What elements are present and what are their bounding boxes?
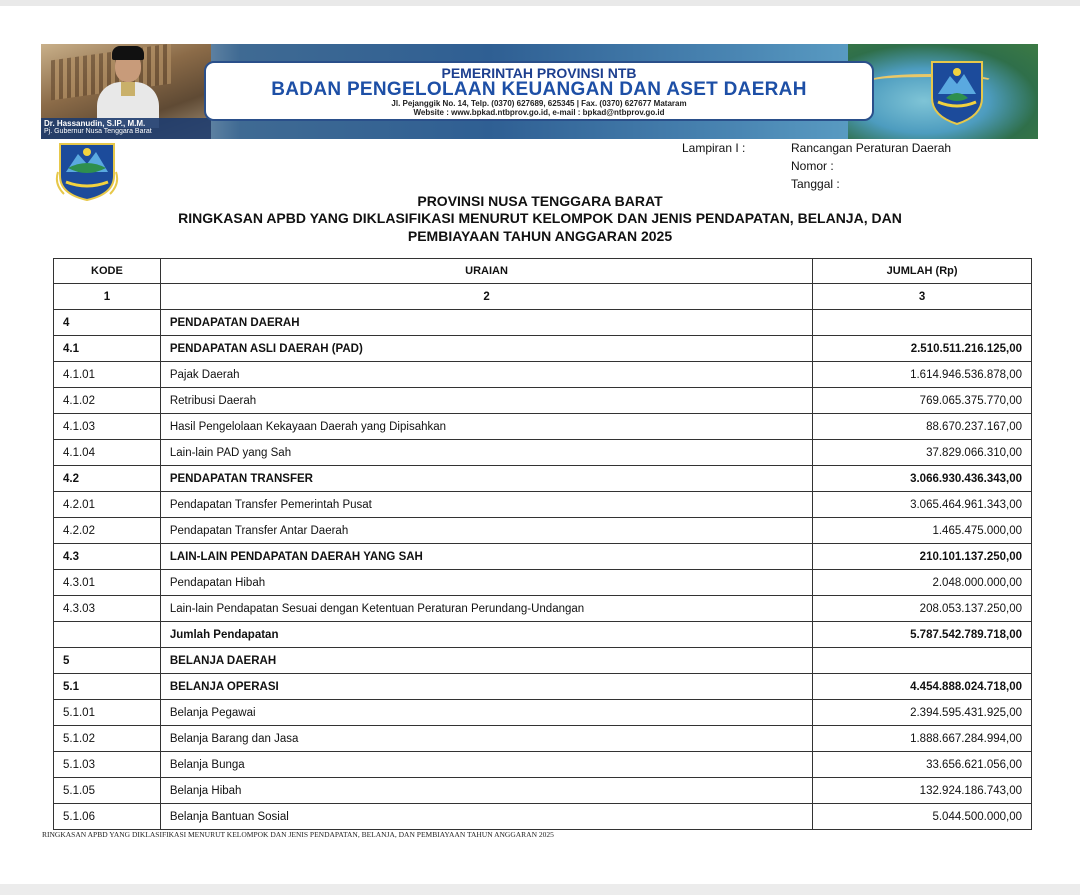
header-jumlah: JUMLAH (Rp) — [813, 259, 1032, 284]
uraian-cell: BELANJA DAERAH — [160, 648, 812, 674]
uraian-cell: Lain-lain PAD yang Sah — [160, 440, 812, 466]
table-row — [54, 440, 1032, 466]
uraian-cell: BELANJA OPERASI — [160, 674, 812, 700]
uraian-cell: Pendapatan Hibah — [160, 570, 812, 596]
header-uraian: URAIAN — [160, 259, 812, 284]
uraian-cell: Belanja Pegawai — [160, 700, 812, 726]
footer-note: RINGKASAN APBD YANG DIKLASIFIKASI MENURUT KELOMPOK DAN JENIS PENDAPATAN, BELANJA, DAN PEMBIAYAAN TAHUN ANGGARAN 2025 — [42, 830, 554, 839]
table-row — [54, 674, 1032, 700]
kode-cell: 5 — [54, 648, 161, 674]
kode-cell: 4.1.01 — [54, 362, 161, 388]
table-row — [54, 726, 1032, 752]
tanggal-label: Tanggal : — [791, 177, 840, 191]
jumlah-cell: 2.394.595.431.925,00 — [813, 700, 1032, 726]
jumlah-cell: 1.465.475.000,00 — [813, 518, 1032, 544]
kode-cell: 4.1.04 — [54, 440, 161, 466]
table-row — [54, 336, 1032, 362]
table-header-row — [54, 259, 1032, 284]
jumlah-cell: 5.044.500.000,00 — [813, 804, 1032, 830]
uraian-cell: PENDAPATAN DAERAH — [160, 310, 812, 336]
jumlah-cell: 208.053.137.250,00 — [813, 596, 1032, 622]
uraian-cell: Pajak Daerah — [160, 362, 812, 388]
table-row — [54, 544, 1032, 570]
table-row — [54, 570, 1032, 596]
ntb-emblem-icon — [926, 58, 988, 126]
kode-cell: 5.1.01 — [54, 700, 161, 726]
uraian-cell: Lain-lain Pendapatan Sesuai dengan Ketentuan Peraturan Perundang-Undangan — [160, 596, 812, 622]
province-title: PROVINSI NUSA TENGGARA BARAT — [417, 193, 663, 209]
kode-cell — [54, 622, 161, 648]
agency-banner — [41, 44, 1038, 139]
table-row — [54, 492, 1032, 518]
kode-cell: 5.1.03 — [54, 752, 161, 778]
kode-cell: 5.1.06 — [54, 804, 161, 830]
uraian-cell: Hasil Pengelolaan Kekayaan Daerah yang Dipisahkan — [160, 414, 812, 440]
uraian-cell: Retribusi Daerah — [160, 388, 812, 414]
governor-title: Pj. Gubernur Nusa Tenggara Barat — [44, 128, 152, 135]
table-row — [54, 310, 1032, 336]
jumlah-cell: 2.510.511.216.125,00 — [813, 336, 1032, 362]
uraian-cell: Belanja Hibah — [160, 778, 812, 804]
jumlah-cell: 33.656.621.056,00 — [813, 752, 1032, 778]
apbd-summary-table — [53, 258, 1032, 830]
jumlah-cell: 1.614.946.536.878,00 — [813, 362, 1032, 388]
column-number: 2 — [160, 284, 812, 310]
uraian-cell: Jumlah Pendapatan — [160, 622, 812, 648]
table-row — [54, 804, 1032, 830]
kode-cell: 5.1 — [54, 674, 161, 700]
uraian-cell: PENDAPATAN TRANSFER — [160, 466, 812, 492]
uraian-cell: Pendapatan Transfer Antar Daerah — [160, 518, 812, 544]
table-row — [54, 362, 1032, 388]
agency-name: BADAN PENGELOLAAN KEUANGAN DAN ASET DAERAH — [271, 79, 807, 100]
table-row — [54, 622, 1032, 648]
table-row — [54, 388, 1032, 414]
jumlah-cell: 3.066.930.436.343,00 — [813, 466, 1032, 492]
governor-name: Dr. Hassanudin, S.IP., M.M. — [44, 119, 146, 128]
table-row — [54, 778, 1032, 804]
jumlah-cell — [813, 648, 1032, 674]
column-number-row — [54, 284, 1032, 310]
kode-cell: 4.3.03 — [54, 596, 161, 622]
table-row — [54, 466, 1032, 492]
jumlah-cell: 2.048.000.000,00 — [813, 570, 1032, 596]
document-title: RINGKASAN APBD YANG DIKLASIFIKASI MENURUT KELOMPOK DAN JENIS PENDAPATAN, BELANJA, DAN — [178, 210, 902, 226]
jumlah-cell: 3.065.464.961.343,00 — [813, 492, 1032, 518]
kode-cell: 4.1.03 — [54, 414, 161, 440]
jumlah-cell: 1.888.667.284.994,00 — [813, 726, 1032, 752]
table-row — [54, 414, 1032, 440]
jumlah-cell: 132.924.186.743,00 — [813, 778, 1032, 804]
agency-address: Jl. Pejanggik No. 14, Telp. (0370) 627689, 625345 | Fax. (0370) 627677 Mataram — [391, 99, 687, 108]
table-row — [54, 596, 1032, 622]
jumlah-cell — [813, 310, 1032, 336]
kode-cell: 4 — [54, 310, 161, 336]
jumlah-cell: 88.670.237.167,00 — [813, 414, 1032, 440]
kode-cell: 4.2 — [54, 466, 161, 492]
lampiran-value: Rancangan Peraturan Daerah — [791, 141, 952, 155]
kode-cell: 4.1 — [54, 336, 161, 362]
uraian-cell: Belanja Bantuan Sosial — [160, 804, 812, 830]
table-row — [54, 752, 1032, 778]
column-number: 1 — [54, 284, 161, 310]
jumlah-cell: 210.101.137.250,00 — [813, 544, 1032, 570]
kode-cell: 4.3 — [54, 544, 161, 570]
uraian-cell: PENDAPATAN ASLI DAERAH (PAD) — [160, 336, 812, 362]
lampiran-label: Lampiran I : — [682, 141, 746, 155]
agency-website: Website : www.bpkad.ntbprov.go.id, e-mail : bpkad@ntbprov.go.id — [413, 108, 665, 117]
header-kode: KODE — [54, 259, 161, 284]
jumlah-cell: 5.787.542.789.718,00 — [813, 622, 1032, 648]
kode-cell: 4.1.02 — [54, 388, 161, 414]
jumlah-cell: 37.829.066.310,00 — [813, 440, 1032, 466]
bottom-edge — [0, 884, 1080, 895]
nomor-label: Nomor : — [791, 159, 834, 173]
document-subtitle: PEMBIAYAAN TAHUN ANGGARAN 2025 — [407, 228, 673, 244]
agency-header-box — [204, 61, 874, 121]
column-number: 3 — [813, 284, 1032, 310]
table-row — [54, 518, 1032, 544]
uraian-cell: Belanja Bunga — [160, 752, 812, 778]
governor-caption — [41, 118, 211, 139]
kode-cell: 5.1.05 — [54, 778, 161, 804]
kode-cell: 5.1.02 — [54, 726, 161, 752]
top-edge — [0, 0, 1080, 6]
kode-cell: 4.2.02 — [54, 518, 161, 544]
uraian-cell: Belanja Barang dan Jasa — [160, 726, 812, 752]
governor-photo — [91, 46, 163, 126]
kode-cell: 4.2.01 — [54, 492, 161, 518]
province-label: PEMERINTAH PROVINSI NTB — [441, 65, 637, 81]
uraian-cell: Pendapatan Transfer Pemerintah Pusat — [160, 492, 812, 518]
jumlah-cell: 4.454.888.024.718,00 — [813, 674, 1032, 700]
uraian-cell: LAIN-LAIN PENDAPATAN DAERAH YANG SAH — [160, 544, 812, 570]
table-row — [54, 700, 1032, 726]
jumlah-cell: 769.065.375.770,00 — [813, 388, 1032, 414]
table-row — [54, 648, 1032, 674]
kode-cell: 4.3.01 — [54, 570, 161, 596]
